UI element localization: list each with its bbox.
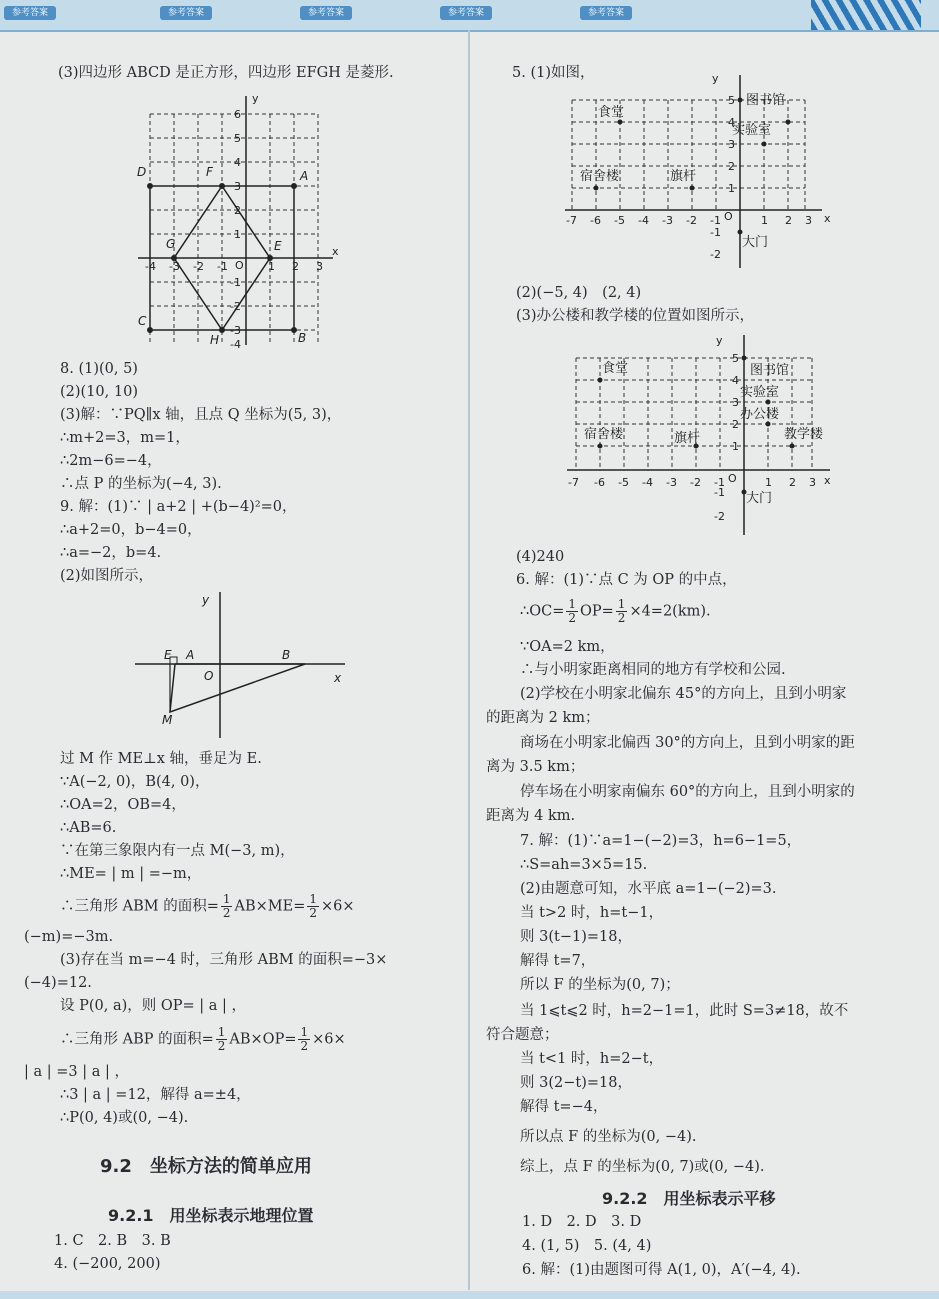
- formula-text: OP=: [580, 603, 614, 620]
- tick-label: -3: [169, 260, 180, 273]
- text-line: 则 3(2−t)=18，: [520, 1075, 632, 1091]
- fraction-numerator: 1: [617, 597, 626, 611]
- tick-label: -3: [662, 214, 673, 227]
- text-line: 过 M 作 ME⊥x 轴，垂足为 E.: [60, 751, 262, 767]
- header-tag: 参考答案: [300, 6, 352, 20]
- text-line: (3)办公楼和教学楼的位置如图所示，: [516, 308, 755, 324]
- point-label: A: [300, 169, 309, 183]
- text-line: 7. 解：(1)∵a=1−(−2)=3，h=6−1=5，: [520, 833, 802, 849]
- text-line: ∴ME= | m | =−m，: [60, 866, 202, 882]
- axis-label: y: [252, 92, 259, 105]
- point-label: D: [137, 165, 147, 179]
- text-line: (2)由题意可知，水平底 a=1−(−2)=3.: [520, 881, 777, 897]
- tick-label: 6: [234, 108, 241, 121]
- fraction-denominator: 2: [568, 611, 576, 625]
- tick-label: 4: [234, 156, 241, 169]
- tick-label: 2: [234, 204, 241, 217]
- fraction-numerator: 1: [222, 892, 231, 906]
- fraction-numerator: 1: [568, 597, 576, 611]
- point-label: G: [166, 237, 176, 251]
- formula-line: [520, 598, 711, 625]
- text-line: (2)如图所示，: [60, 568, 154, 584]
- place-label: 图书馆: [746, 93, 786, 108]
- text-line: (−m)=−3m.: [24, 929, 114, 945]
- origin-label: O: [728, 472, 737, 485]
- text-line: 9. 解：(1)∵ | a+2 | +(b−4)²=0，: [60, 499, 297, 515]
- text-line: (3)存在当 m=−4 时，三角形 ABM 的面积=−3×: [60, 952, 388, 968]
- tick-label: -4: [642, 476, 653, 489]
- text-line: 则 3(t−1)=18，: [520, 929, 632, 945]
- tick-label: 5: [728, 94, 735, 107]
- tick-label: 3: [809, 476, 816, 489]
- place-label: 食堂: [598, 105, 625, 120]
- text-line: (−4)=12.: [24, 975, 92, 991]
- axis-label: y: [716, 334, 723, 347]
- formula-text: AB×ME=: [234, 898, 306, 915]
- fraction: [221, 893, 233, 920]
- text-line: 所以点 F 的坐标为(0, −4).: [520, 1129, 697, 1145]
- tick-label: -2: [230, 300, 241, 313]
- place-label: 办公楼: [740, 407, 780, 422]
- text-line: 当 1⩽t⩽2 时，h=2−1=1，此时 S=3≠18，故不: [520, 1003, 849, 1019]
- origin-label: O: [204, 669, 214, 683]
- tick-label: -7: [566, 214, 577, 227]
- fraction-denominator: 2: [217, 1039, 226, 1053]
- tick-label: 2: [732, 418, 739, 431]
- formula-line: [60, 1026, 346, 1053]
- tick-label: 4: [728, 116, 735, 129]
- point-label: A: [186, 648, 195, 662]
- tick-label: 1: [234, 228, 241, 241]
- text-line: 所以 F 的坐标为(0, 7)；: [520, 977, 680, 993]
- text-line: ∴3 | a | =12，解得 a=±4，: [60, 1087, 251, 1103]
- tick-label: -5: [618, 476, 629, 489]
- campus-map-1: [560, 70, 840, 275]
- text-line: (2)(−5, 4) (2, 4): [516, 285, 642, 301]
- tick-label: 2: [728, 160, 735, 173]
- header-tag: 参考答案: [580, 6, 632, 20]
- fraction-numerator: 1: [309, 892, 317, 906]
- tick-label: 2: [785, 214, 792, 227]
- tick-label: -7: [568, 476, 579, 489]
- fraction-denominator: 2: [309, 906, 317, 920]
- place-label: 教学楼: [784, 427, 824, 442]
- text-line: (4)240: [516, 549, 565, 565]
- text-line: ∴m+2=3，m=1，: [60, 430, 190, 446]
- tick-label: -4: [638, 214, 649, 227]
- tick-label: 3: [805, 214, 812, 227]
- text-line: ∴P(0, 4)或(0, −4).: [60, 1110, 189, 1126]
- subsection-heading: 9.2.2 用坐标表示平移: [602, 1189, 776, 1208]
- tick-label: 1: [761, 214, 768, 227]
- tick-label: -2: [714, 510, 725, 523]
- text-line: | a | =3 | a | ，: [24, 1064, 129, 1080]
- formula-text: ∴OC=: [520, 603, 565, 620]
- tick-label: 1: [728, 182, 735, 195]
- text-line: 商场在小明家北偏西 30°的方向上，且到小明家的距: [520, 735, 855, 751]
- formula-text: ∴三角形 ABP 的面积=: [60, 1031, 214, 1048]
- tick-label: -2: [686, 214, 697, 227]
- tick-label: 4: [732, 374, 739, 387]
- text-line: 的距离为 2 km；: [486, 710, 600, 726]
- text-line: 解得 t=−4，: [520, 1099, 608, 1115]
- place-label: 实验室: [740, 385, 780, 400]
- text-line: 解得 t=7，: [520, 953, 596, 969]
- text-line: 1. C 2. B 3. B: [54, 1233, 171, 1249]
- text-line: 4. (−200, 200): [54, 1256, 161, 1272]
- text-line: ∴与小明家距离相同的地方有学校和公园.: [520, 662, 786, 678]
- formula-line: [60, 893, 355, 920]
- text-line: 8. (1)(0, 5): [60, 361, 138, 377]
- fraction-denominator: 2: [617, 611, 626, 625]
- formula-text: AB×OP=: [229, 1031, 297, 1048]
- place-label: 实验室: [732, 123, 772, 138]
- axis-label: x: [332, 245, 339, 258]
- text-line: ∴2m−6=−4，: [60, 453, 162, 469]
- text-line: 符合题意；: [486, 1027, 559, 1043]
- page-footer: [0, 1291, 939, 1299]
- place-label: 食堂: [602, 361, 629, 376]
- tick-label: 1: [732, 440, 739, 453]
- tick-label: 3: [234, 180, 241, 193]
- text-line: ∴a+2=0，b−4=0，: [60, 522, 202, 538]
- axis-label: x: [824, 474, 831, 487]
- axis-label: x: [824, 212, 831, 225]
- tick-label: -2: [690, 476, 701, 489]
- header-tag: 参考答案: [160, 6, 212, 20]
- text-line: ∴a=−2，b=4.: [60, 545, 162, 561]
- tick-label: -6: [594, 476, 605, 489]
- tick-label: -1: [217, 260, 228, 273]
- text-line: 当 t>2 时，h=t−1，: [520, 905, 664, 921]
- tick-label: -4: [230, 338, 241, 351]
- tick-label: 2: [789, 476, 796, 489]
- figure-triangle-abm: [130, 588, 350, 740]
- tick-label: 1: [268, 260, 275, 273]
- fraction-numerator: 1: [300, 1025, 309, 1039]
- text-line: 设 P(0, a)，则 OP= | a | ，: [60, 998, 247, 1014]
- place-label: 宿舍楼: [580, 169, 620, 184]
- header-stripes: [811, 0, 921, 30]
- figure-rhombus-square: [128, 90, 358, 352]
- origin-label: O: [235, 259, 244, 272]
- place-label: 旗杆: [670, 169, 697, 184]
- tick-label: 3: [732, 396, 739, 409]
- formula-text: ∴三角形 ABM 的面积=: [60, 898, 219, 915]
- tick-label: 1: [765, 476, 772, 489]
- tick-label: 3: [316, 260, 323, 273]
- campus-map-2: [562, 330, 847, 542]
- tick-label: -6: [590, 214, 601, 227]
- fraction: [307, 893, 319, 920]
- page-header: [0, 0, 939, 32]
- fraction: [216, 1026, 228, 1053]
- axis-label: y: [202, 593, 210, 607]
- text-line: ∵A(−2, 0)，B(4, 0)，: [60, 774, 210, 790]
- fraction-numerator: 1: [217, 1025, 226, 1039]
- point-label: H: [210, 333, 220, 347]
- section-heading: 9.2 坐标方法的简单应用: [100, 1156, 312, 1177]
- formula-text: ×6×: [320, 898, 355, 915]
- text-line: ∴S=ah=3×5=15.: [520, 857, 648, 873]
- axis-label: x: [334, 671, 342, 685]
- axis-label: y: [712, 72, 719, 85]
- tick-label: 5: [234, 132, 241, 145]
- tick-label: -3: [230, 324, 241, 337]
- text-line: 综上，点 F 的坐标为(0, 7)或(0, −4).: [520, 1159, 765, 1175]
- tick-label: -1: [714, 486, 725, 499]
- header-tag: 参考答案: [440, 6, 492, 20]
- text-line: ∵OA=2 km，: [520, 639, 615, 655]
- column-divider: [468, 30, 470, 1290]
- tick-label: -4: [145, 260, 156, 273]
- tick-label: -1: [230, 276, 241, 289]
- text-line: ∵在第三象限内有一点 M(−3, m)，: [60, 843, 295, 859]
- text-line: 离为 3.5 km；: [486, 759, 585, 775]
- fraction-denominator: 2: [222, 906, 231, 920]
- text-line: 停车场在小明家南偏东 60°的方向上，且到小明家的: [520, 784, 855, 800]
- point-label: F: [206, 165, 213, 179]
- tick-label: -5: [614, 214, 625, 227]
- point-label: E: [274, 239, 282, 253]
- origin-label: O: [724, 210, 733, 223]
- fraction: [298, 1026, 310, 1053]
- fraction: [566, 598, 578, 625]
- text-line: 6. 解：(1)∵点 C 为 OP 的中点，: [516, 572, 737, 588]
- subsection-heading: 9.2.1 用坐标表示地理位置: [108, 1206, 314, 1225]
- fraction: [616, 598, 628, 625]
- formula-text: ×4=2(km).: [629, 603, 711, 620]
- tick-label: -3: [666, 476, 677, 489]
- text-line: 当 t<1 时，h=2−t，: [520, 1051, 664, 1067]
- text-line: (3)解：∵PQ∥x 轴，且点 Q 坐标为(5, 3)，: [60, 407, 342, 423]
- text-line: 1. D 2. D 3. D: [522, 1214, 642, 1230]
- point-label: B: [282, 648, 291, 662]
- text-line: 距离为 4 km.: [486, 808, 576, 824]
- header-tag: 参考答案: [4, 6, 56, 20]
- text-line: (2)(10, 10): [60, 384, 138, 400]
- point-label: C: [138, 314, 147, 328]
- text-line: 5. (1)如图，: [512, 65, 595, 81]
- tick-label: -2: [193, 260, 204, 273]
- tick-label: 5: [732, 352, 739, 365]
- tick-label: 3: [728, 138, 735, 151]
- tick-label: -1: [710, 214, 721, 227]
- text-line: (3)四边形 ABCD 是正方形，四边形 EFGH 是菱形.: [58, 65, 394, 81]
- text-line: 4. (1, 5) 5. (4, 4): [522, 1238, 652, 1254]
- tick-label: -2: [710, 248, 721, 261]
- text-line: ∴AB=6.: [60, 820, 117, 836]
- text-line: ∴点 P 的坐标为(−4, 3).: [60, 476, 222, 492]
- text-line: ∴OA=2，OB=4，: [60, 797, 186, 813]
- tick-label: -1: [710, 226, 721, 239]
- point-label: B: [298, 331, 307, 345]
- fraction-denominator: 2: [300, 1039, 309, 1053]
- text-line: (2)学校在小明家北偏东 45°的方向上，且到小明家: [520, 686, 847, 702]
- tick-label: 2: [292, 260, 299, 273]
- place-label: 大门: [746, 491, 773, 506]
- formula-text: ×6×: [312, 1031, 346, 1048]
- place-label: 大门: [742, 235, 769, 250]
- place-label: 图书馆: [750, 363, 790, 378]
- point-label: E: [164, 648, 172, 662]
- place-label: 宿舍楼: [584, 427, 624, 442]
- place-label: 旗杆: [674, 431, 701, 446]
- text-line: 6. 解：(1)由题图可得 A(1, 0)，A′(−4, 4).: [522, 1262, 801, 1278]
- point-label: M: [162, 713, 173, 727]
- tick-label: -1: [714, 476, 725, 489]
